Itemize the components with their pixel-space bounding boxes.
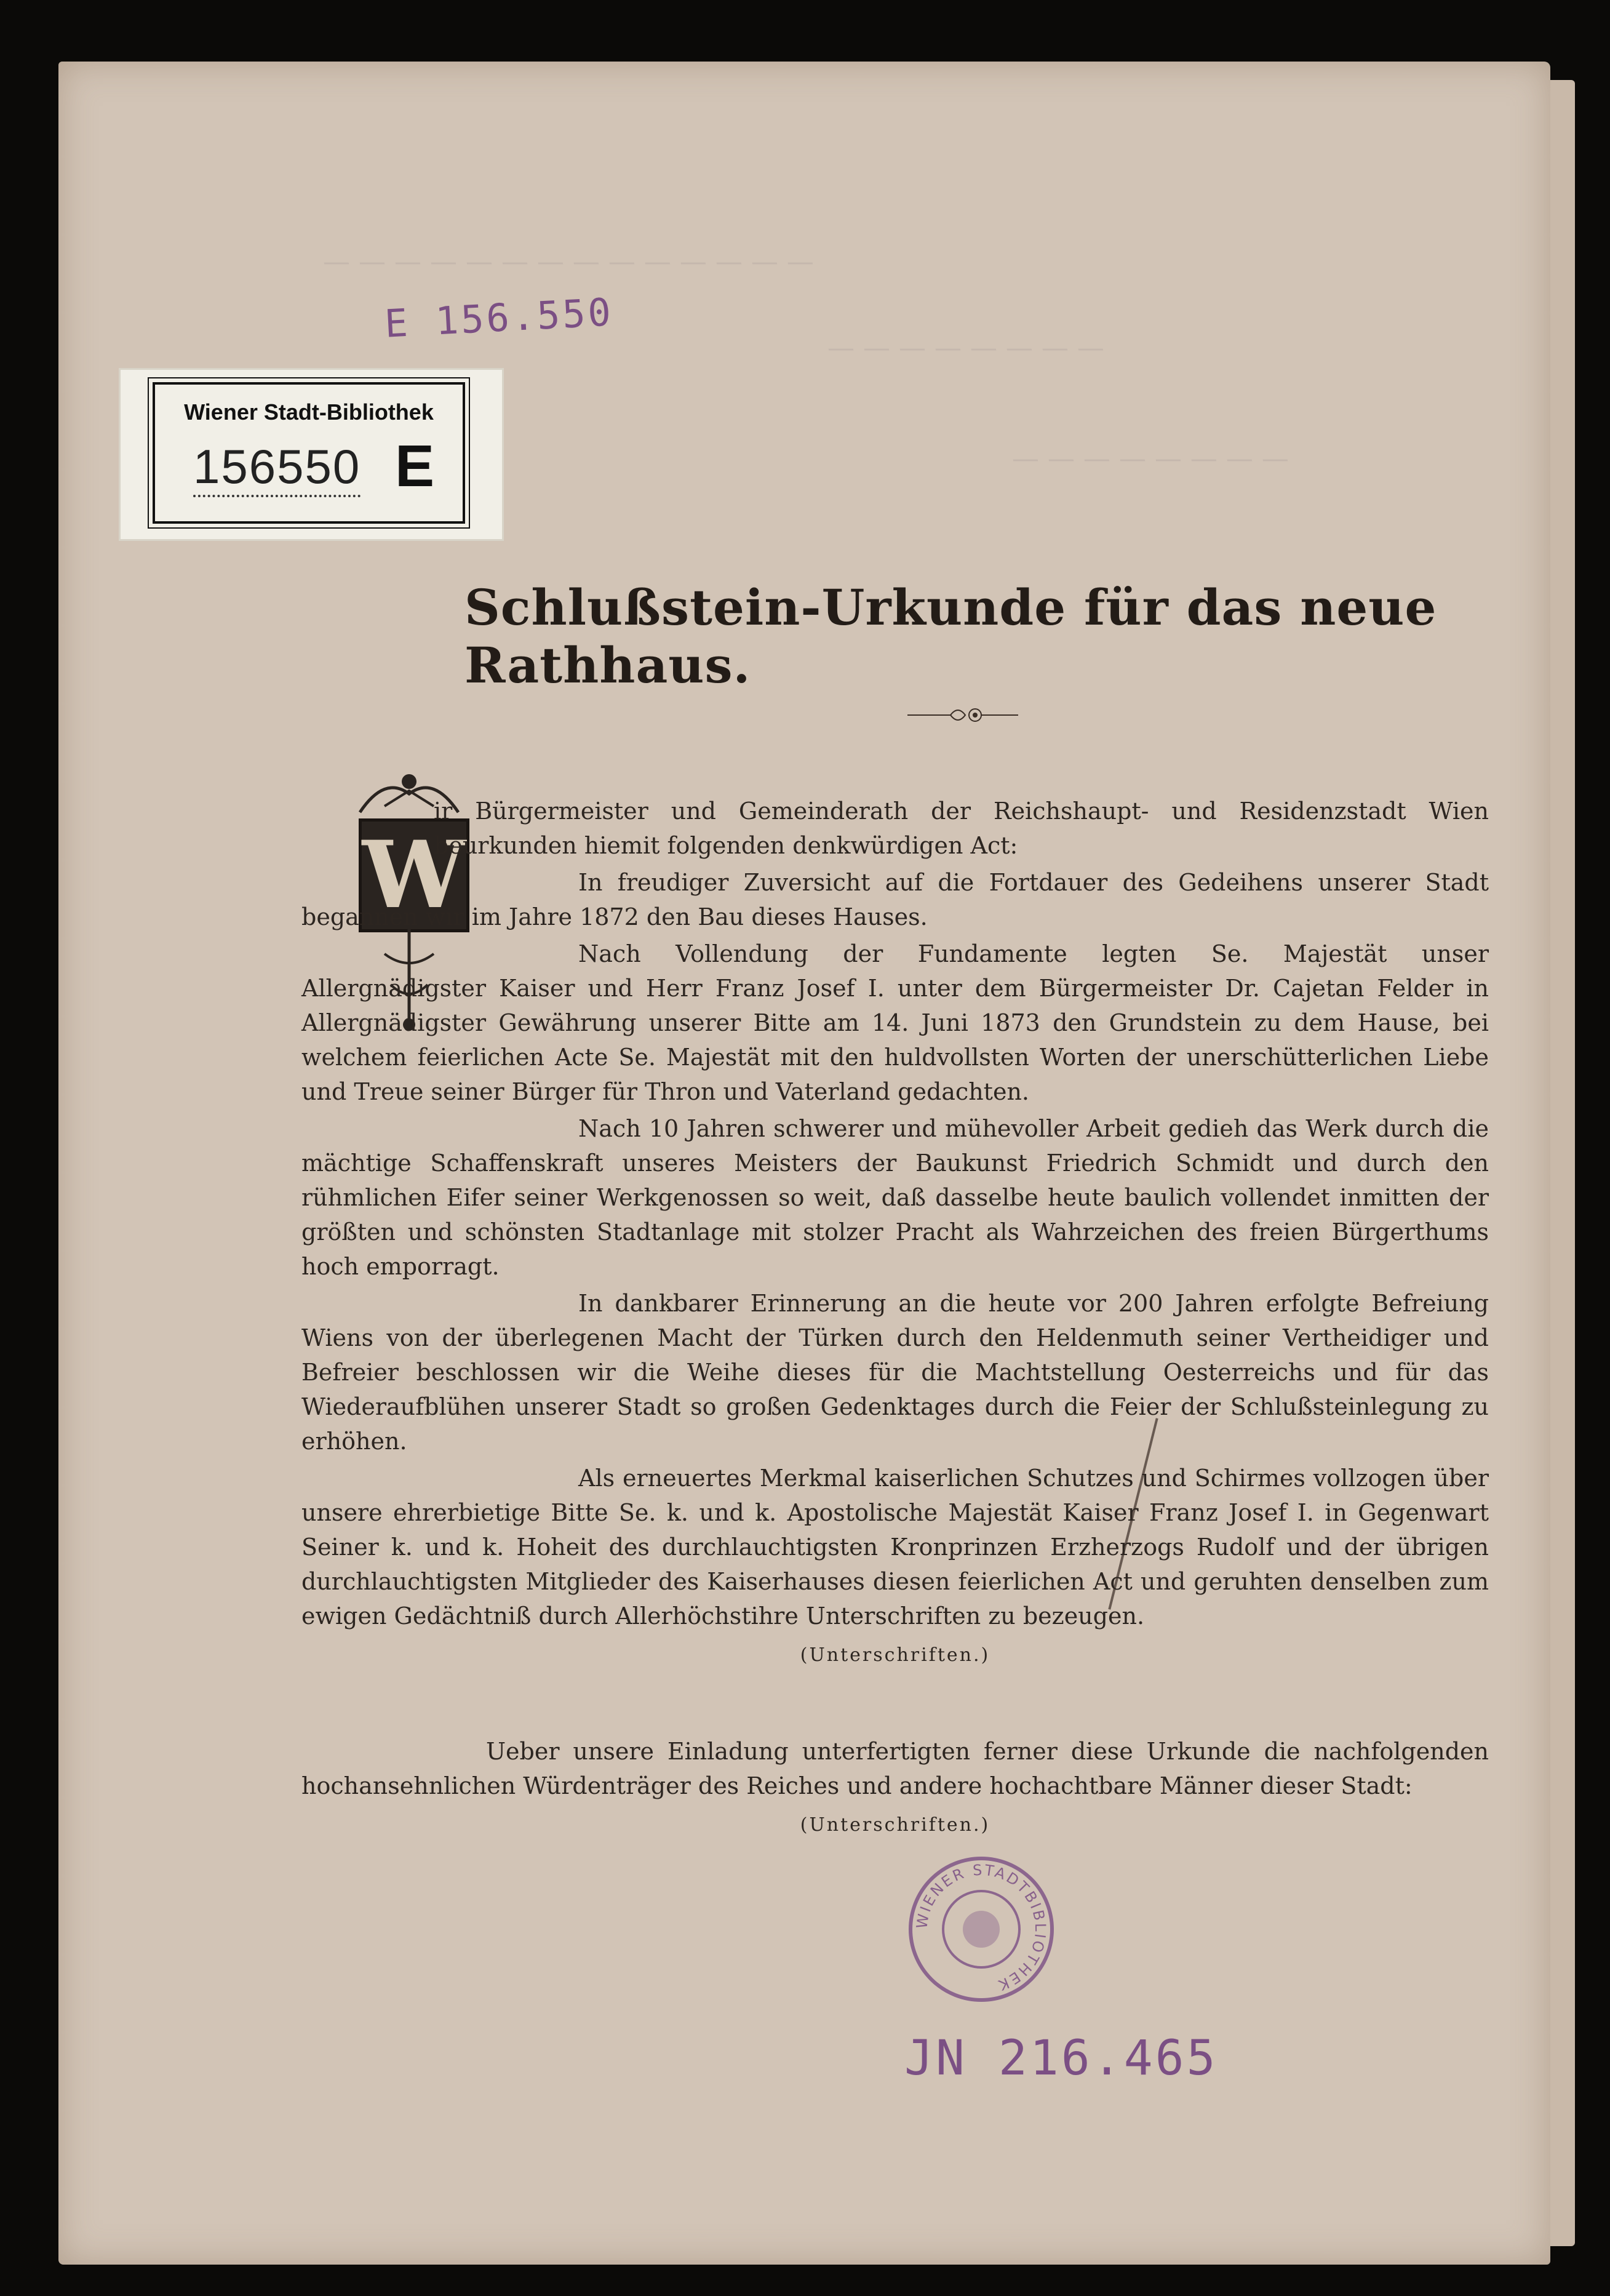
library-stamp-seal-icon bbox=[904, 1852, 1058, 2006]
label-title: Wiener Stadt-Bibliothek bbox=[184, 399, 434, 425]
document-title: Schlußstein-Urkunde für das neue Rathhaus. bbox=[464, 578, 1437, 694]
library-stamp bbox=[904, 1852, 1058, 2006]
paragraph: Nach 10 Jahren schwerer und mühevoller Arbeit gedieh das Werk durch die mächtige Schaffenskraft unseres Meisters der Baukunst Friedrich Schmidt und durch den rühmlichen Eifer seiner Werkgenossen so weit, daß dasselbe heute baulich vollendet inmitten der größten und schönsten Stadtanlage mit stolzer Pracht als Wahrzeichen des freien Bürgerthums hoch emporragt. bbox=[301, 1115, 1489, 1280]
bleed-through-text: — — — — — — — — bbox=[827, 332, 1104, 364]
paragraph-closing: Ueber unsere Einladung unterfertigten ferner diese Urkunde die nachfolgenden hochansehnlichen Würdenträger des Reiches und andere hochachtbare Männer dieser Stadt: bbox=[301, 1738, 1489, 1799]
label-frame bbox=[153, 382, 465, 524]
paragraph: Als erneuertes Merkmal kaiserlichen Schutzes und Schirmes vollzogen über unsere ehrerbietige Bitte Se. k. und k. Apostolische Majestät Kaiser Franz Josef I. in Gegenwart Seiner k. und k. Hoheit des durchlauchtigsten Kronprinzen Erzherzogs Rudolf und der übrigen durchlauchtigsten Mitglieder des Kaiserhauses diesen feierlichen Act und geruhten denselben zum ewigen Gedächtniß durch Allerhöchstihre Unterschriften zu bezeugen. bbox=[301, 1465, 1489, 1630]
label-letter: E bbox=[395, 433, 435, 499]
stamp-text: WIENER STADTBIBLIOTHEK bbox=[913, 1861, 1050, 1994]
signatures-placeholder: (Unterschriften.) bbox=[800, 1814, 990, 1836]
bleed-through-text: — — — — — — — — — — — — — — bbox=[323, 246, 814, 278]
initial-letter: W bbox=[359, 818, 469, 932]
bleed-through-text: — — — — — — — — bbox=[1012, 443, 1289, 474]
handwritten-inventory-number: JN 216.465 bbox=[904, 2031, 1218, 2086]
paragraph: In dankbarer Erinnerung an die heute vor 200 Jahren erfolgte Befreiung Wiens von der überlegenen Macht der Türken durch den Heldenmuth seiner Vertheidiger und Befreier beschlossen wir die Weihe dieses für die Machtstellung Oesterreichs und für das Wiederaufblühen unserer Stadt so großen Gedenktages durch die Feier der Schlußsteinlegung zu erhöhen. bbox=[301, 1290, 1489, 1455]
signatures-placeholder: (Unterschriften.) bbox=[800, 1644, 990, 1666]
label-number: 156550 bbox=[193, 439, 361, 497]
handwritten-call-number: E 156.550 bbox=[383, 289, 615, 346]
library-label bbox=[119, 368, 504, 541]
paragraph: Nach Vollendung der Fundamente legten Se. Majestät unser Allergnädigster Kaiser und Herr Franz Josef I. unter dem Bürgermeister Dr. Cajetan Felder in Allergnädigster Gewährung unserer Bitte am 14. Juni 1873 den Grundstein zu dem Hause, bei welchem feierlichen Acte Se. Majestät mit den huldvollsten Worten der unerschütterlichen Liebe und Treue seiner Bürger für Thron und Vaterland gedachten. bbox=[301, 940, 1489, 1105]
ornament-divider-icon bbox=[901, 702, 1024, 729]
paragraph-opening: ir Bürgermeister und Gemeinderath der Reichshaupt- und Residenzstadt Wien beurkunden hiemit folgenden denkwürdigen Act: bbox=[434, 798, 1489, 859]
document-body bbox=[301, 794, 1489, 1842]
paragraph: In freudiger Zuversicht auf die Fortdauer des Gedeihens unserer Stadt begannen wir im Jahre 1872 den Bau dieses Hauses. bbox=[301, 869, 1489, 930]
